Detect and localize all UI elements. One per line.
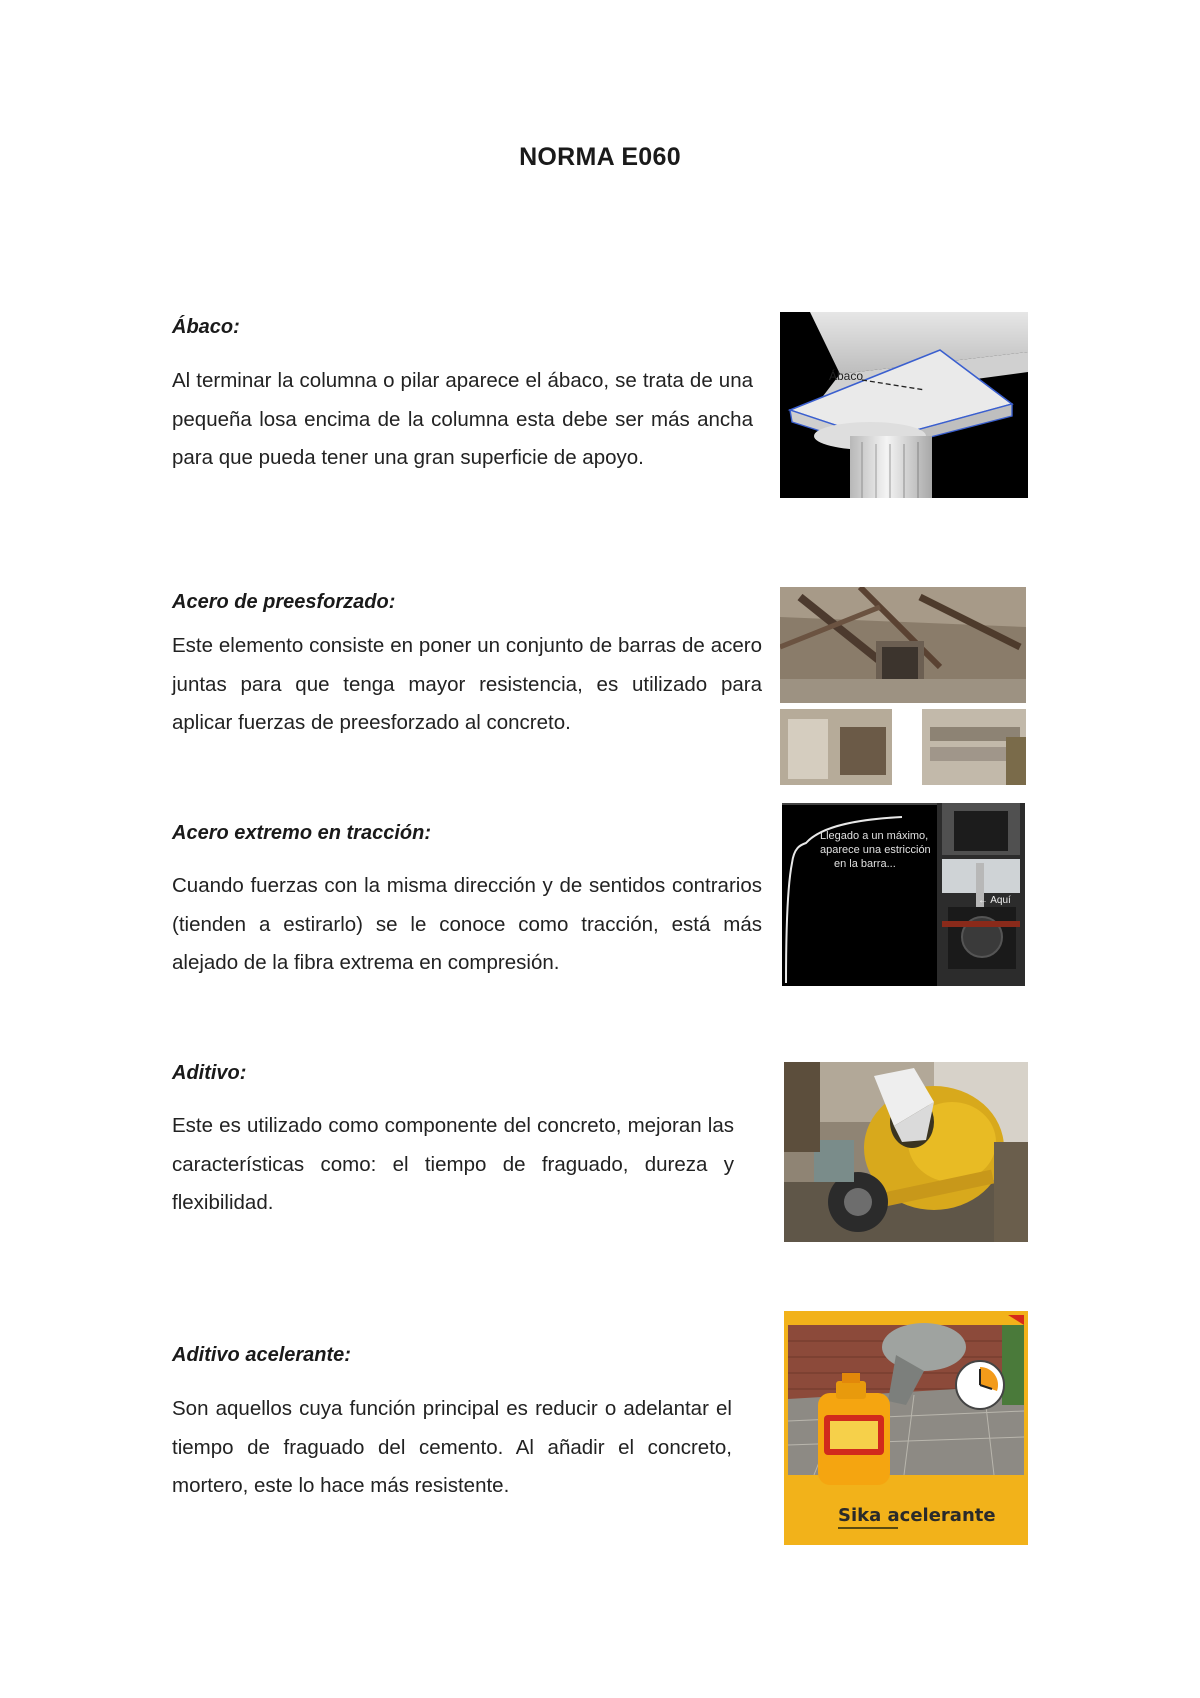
sika-brand-label: Sika acelerante (838, 1505, 996, 1526)
section-heading-acero-preesforzado: Acero de preesforzado: (172, 591, 396, 613)
section-body-aditivo: Este es utilizado como componente del concreto, mejoran las características como: el tiempo de fraguado, dureza y flexibilidad. (172, 1114, 734, 1214)
traccion-pointer: ← Aquí (978, 895, 1011, 906)
section-body-abaco: Al terminar la columna o pilar aparece el ábaco, se trata de una pequeña losa encima de la columna esta debe ser más ancha para que pueda tener una gran superficie de apoyo. (172, 369, 753, 469)
section-body-aditivo-acelerante: Son aquellos cuya función principal es reducir o adelantar el tiempo de fraguado del cemento. Al añadir el concreto, mortero, este lo hace más resistente. (172, 1397, 732, 1497)
section-body-acero-traccion: Cuando fuerzas con la misma dirección y de sentidos contrarios (tienden a estirarlo) se le conoce como tracción, está más alejado de la fibra extrema en compresión. (172, 874, 762, 974)
section-heading-abaco: Ábaco: (172, 316, 240, 338)
section-heading-aditivo-acelerante: Aditivo acelerante: (172, 1344, 351, 1366)
page-title: NORMA E060 (519, 143, 681, 171)
traccion-caption-line-1: Llegado a un máximo, (820, 830, 929, 842)
section-heading-aditivo: Aditivo: (172, 1062, 247, 1084)
acero-preesforzado-figure (780, 587, 1026, 785)
abaco-figure-label: Ábaco (829, 369, 864, 383)
aditivo-figure (784, 1062, 1028, 1242)
traccion-caption-line-2: aparece una estricción (820, 844, 931, 856)
abaco-figure (780, 312, 1028, 498)
section-heading-acero-traccion: Acero extremo en tracción: (172, 822, 431, 844)
traccion-caption-line-3: en la barra... (834, 858, 896, 870)
section-body-acero-preesforzado: Este elemento consiste en poner un conjunto de barras de acero juntas para que tenga mayor resistencia, es utilizado para aplicar fuerzas de preesforzado al concreto. (172, 634, 762, 734)
acero-traccion-figure (782, 803, 1025, 986)
aditivo-acelerante-figure (784, 1311, 1028, 1545)
